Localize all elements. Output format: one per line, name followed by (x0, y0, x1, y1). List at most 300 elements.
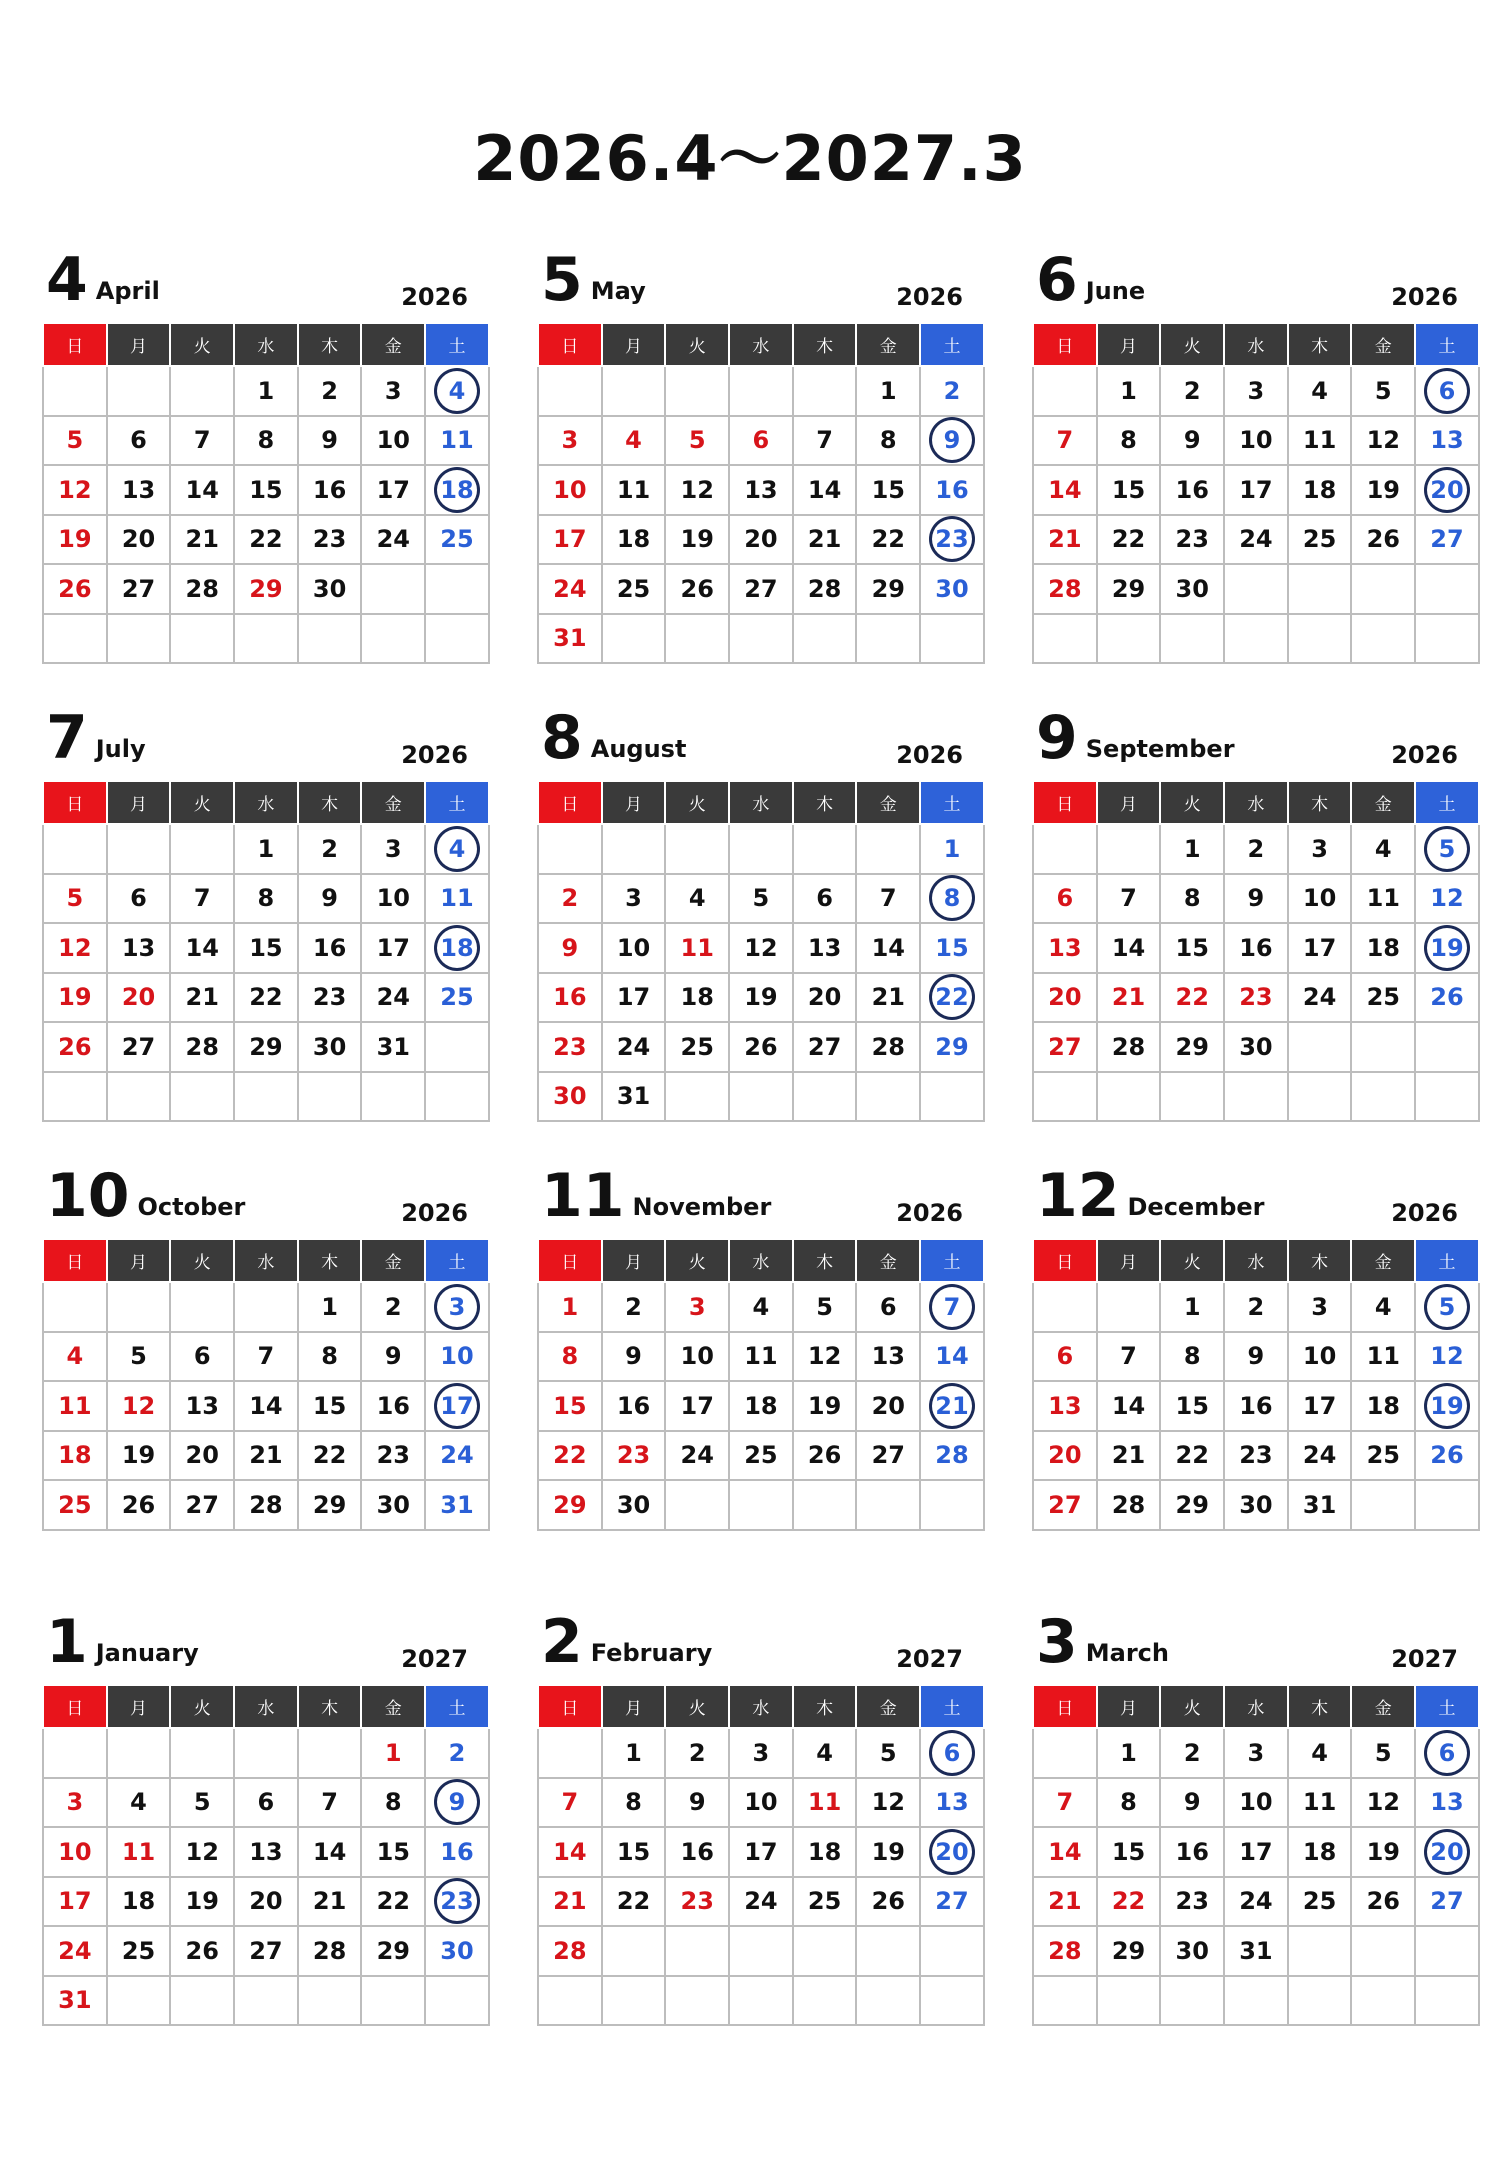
day-cell (665, 564, 729, 614)
month-number: 9 (1036, 703, 1078, 773)
week-row (538, 614, 984, 664)
day-cell (1224, 973, 1288, 1023)
day-number: 26 (744, 1032, 778, 1061)
day-cell (1351, 1778, 1415, 1828)
month-name: July (95, 735, 146, 763)
day-cell (920, 1022, 984, 1072)
day-cell (538, 1381, 602, 1431)
week-row (538, 1926, 984, 1976)
weekday-header: 土 (920, 1239, 984, 1282)
month-march (1032, 1607, 1464, 2026)
day-number: 8 (1120, 426, 1137, 455)
day-cell (107, 973, 171, 1023)
weekday-header: 火 (1160, 323, 1224, 366)
month-number: 8 (541, 703, 583, 773)
week-row (538, 824, 984, 874)
weekday-header: 金 (1351, 1685, 1415, 1728)
day-number: 28 (185, 1032, 219, 1061)
month-title (46, 1607, 199, 1677)
month-november (537, 1161, 969, 1531)
month-header (537, 1607, 969, 1684)
day-number: 27 (807, 1032, 842, 1061)
day-cell (1224, 366, 1288, 416)
day-number: 23 (1239, 983, 1273, 1012)
day-number: 11 (807, 1788, 842, 1817)
day-cell (538, 1282, 602, 1332)
day-number: 21 (807, 525, 842, 554)
day-cell (1351, 824, 1415, 874)
day-number: 3 (66, 1788, 84, 1817)
empty-cell (361, 564, 425, 614)
day-cell (665, 1877, 729, 1927)
day-cell (538, 1431, 602, 1481)
day-cell (425, 1282, 489, 1332)
day-cell (1160, 1926, 1224, 1976)
day-number: 14 (1048, 475, 1082, 504)
day-number: 21 (1048, 525, 1082, 554)
day-cell (1288, 1827, 1352, 1877)
month-header (537, 1161, 969, 1238)
month-year: 2026 (896, 1199, 963, 1227)
weekday-header: 金 (361, 781, 425, 824)
empty-cell (1033, 824, 1097, 874)
day-number: 24 (553, 574, 587, 603)
day-number: 24 (1302, 1441, 1337, 1470)
day-cell (170, 1827, 234, 1877)
day-cell (234, 1381, 298, 1431)
day-cell (1351, 1431, 1415, 1481)
month-number: 7 (46, 703, 88, 773)
day-cell (856, 416, 920, 466)
day-number: 28 (1048, 1936, 1082, 1965)
day-cell (425, 1332, 489, 1382)
day-number: 27 (121, 1032, 156, 1061)
empty-cell (425, 564, 489, 614)
month-table (1032, 1238, 1480, 1531)
day-cell (920, 1332, 984, 1382)
day-number: 16 (935, 475, 969, 504)
day-cell (856, 1827, 920, 1877)
day-number: 9 (561, 933, 579, 962)
day-cell (234, 973, 298, 1023)
day-cell (298, 1877, 362, 1927)
day-cell (1224, 1381, 1288, 1431)
day-number: 5 (1374, 1738, 1392, 1767)
day-number: 5 (130, 1342, 147, 1371)
day-cell (425, 1926, 489, 1976)
day-number: 24 (744, 1887, 778, 1916)
day-number: 17 (553, 525, 587, 554)
day-cell (234, 1431, 298, 1481)
empty-cell (107, 1728, 171, 1778)
week-row (1033, 1778, 1479, 1828)
day-cell (43, 515, 107, 565)
day-cell (425, 874, 489, 924)
day-number: 4 (1311, 376, 1328, 405)
week-row (1033, 824, 1479, 874)
day-number: 5 (1374, 376, 1392, 405)
day-cell (234, 1480, 298, 1530)
day-number: 11 (1366, 884, 1400, 913)
empty-cell (1351, 1072, 1415, 1122)
day-number: 11 (121, 1837, 156, 1866)
day-number: 21 (185, 983, 219, 1012)
week-row (538, 1381, 984, 1431)
day-cell (1224, 1827, 1288, 1877)
day-number: 12 (58, 933, 92, 962)
day-cell (170, 1480, 234, 1530)
empty-cell (1033, 1282, 1097, 1332)
weekday-header: 土 (1415, 1239, 1479, 1282)
weekday-header: 水 (234, 323, 298, 366)
day-number: 7 (321, 1788, 338, 1817)
weekday-header: 水 (729, 781, 793, 824)
empty-cell (1097, 824, 1161, 874)
day-cell (1033, 564, 1097, 614)
day-cell (1097, 1332, 1161, 1382)
weekday-header: 火 (170, 1239, 234, 1282)
weekday-header: 金 (1351, 323, 1415, 366)
weekday-header: 金 (1351, 781, 1415, 824)
month-october (42, 1161, 474, 1531)
day-cell (602, 564, 666, 614)
day-number: 4 (1374, 1292, 1392, 1321)
empty-cell (793, 824, 857, 874)
day-number: 23 (553, 1032, 587, 1061)
day-number: 4 (625, 426, 642, 455)
day-cell (298, 1827, 362, 1877)
week-row (43, 824, 489, 874)
week-row (1033, 1827, 1479, 1877)
day-number: 1 (1120, 1738, 1137, 1767)
empty-cell (1288, 1976, 1352, 2026)
day-number: 17 (376, 475, 410, 504)
day-number: 25 (744, 1441, 778, 1470)
empty-cell (1224, 564, 1288, 614)
month-title (1036, 1161, 1265, 1231)
week-row (1033, 1022, 1479, 1072)
day-number: 19 (807, 1391, 842, 1420)
empty-cell (729, 1072, 793, 1122)
week-row (1033, 1332, 1479, 1382)
weekday-header: 日 (538, 323, 602, 366)
day-number: 18 (58, 1441, 92, 1470)
day-number: 11 (616, 475, 651, 504)
day-number: 3 (561, 426, 579, 455)
day-cell (107, 416, 171, 466)
week-row (538, 1728, 984, 1778)
day-number: 14 (1048, 1837, 1082, 1866)
day-number: 2 (1183, 1738, 1201, 1767)
day-cell (1224, 1778, 1288, 1828)
week-row (538, 874, 984, 924)
empty-cell (729, 1926, 793, 1976)
empty-cell (1033, 1072, 1097, 1122)
day-number: 19 (744, 983, 778, 1012)
day-cell (538, 1072, 602, 1122)
day-cell (1097, 874, 1161, 924)
weekday-header: 木 (1288, 323, 1352, 366)
day-cell (856, 1431, 920, 1481)
day-number: 31 (376, 1032, 410, 1061)
day-cell (729, 416, 793, 466)
weekday-header: 木 (298, 1685, 362, 1728)
day-cell (665, 973, 729, 1023)
empty-cell (602, 614, 666, 664)
day-number: 1 (943, 834, 961, 863)
day-cell (1160, 1827, 1224, 1877)
week-row (43, 515, 489, 565)
empty-cell (920, 1926, 984, 1976)
day-cell (1033, 515, 1097, 565)
week-row (538, 973, 984, 1023)
day-cell (920, 874, 984, 924)
weekday-header: 火 (665, 1239, 729, 1282)
day-cell (1160, 1381, 1224, 1431)
weekday-header: 木 (1288, 1685, 1352, 1728)
month-year: 2026 (401, 283, 468, 311)
day-cell (538, 465, 602, 515)
month-name: September (1085, 735, 1235, 763)
weekday-header: 月 (602, 1239, 666, 1282)
empty-cell (920, 614, 984, 664)
day-number: 28 (935, 1441, 969, 1470)
day-cell (1415, 1282, 1479, 1332)
day-number: 17 (1302, 1391, 1337, 1420)
day-cell (298, 973, 362, 1023)
month-july (42, 703, 474, 1122)
day-cell (43, 1778, 107, 1828)
month-title (541, 1607, 713, 1677)
weekday-header: 土 (1415, 781, 1479, 824)
day-number: 26 (185, 1936, 219, 1965)
day-cell (234, 465, 298, 515)
day-cell (1224, 1332, 1288, 1382)
day-cell (920, 416, 984, 466)
day-cell (1351, 923, 1415, 973)
month-table (42, 322, 490, 664)
day-cell (920, 515, 984, 565)
empty-cell (1415, 1480, 1479, 1530)
week-row (43, 874, 489, 924)
empty-cell (793, 1072, 857, 1122)
day-number: 30 (553, 1082, 587, 1111)
day-number: 6 (257, 1788, 275, 1817)
day-number: 12 (807, 1342, 842, 1371)
empty-cell (920, 1480, 984, 1530)
day-number: 26 (1430, 983, 1464, 1012)
week-row (43, 1282, 489, 1332)
month-february (537, 1607, 969, 2026)
month-year: 2027 (401, 1645, 468, 1673)
day-number: 18 (437, 928, 477, 968)
day-number: 18 (1302, 1837, 1337, 1866)
week-row (43, 923, 489, 973)
day-number: 29 (553, 1490, 587, 1519)
week-row (538, 1778, 984, 1828)
day-number: 30 (1175, 574, 1209, 603)
month-number: 12 (1036, 1161, 1120, 1231)
month-number: 11 (541, 1161, 625, 1231)
day-cell (1160, 465, 1224, 515)
month-header (42, 1607, 474, 1684)
week-row (538, 1827, 984, 1877)
day-number: 20 (1048, 1441, 1082, 1470)
weekday-header: 火 (665, 781, 729, 824)
weekday-header: 金 (856, 1685, 920, 1728)
day-number: 12 (1366, 1788, 1400, 1817)
day-number: 2 (321, 376, 338, 405)
day-cell (107, 1381, 171, 1431)
day-cell (234, 416, 298, 466)
day-cell (1288, 1728, 1352, 1778)
day-number: 8 (257, 426, 275, 455)
day-number: 15 (1175, 1391, 1209, 1420)
day-number: 9 (1247, 884, 1265, 913)
day-cell (1415, 416, 1479, 466)
day-cell (1224, 1282, 1288, 1332)
day-number: 25 (121, 1936, 156, 1965)
day-number: 8 (257, 884, 275, 913)
day-cell (234, 1778, 298, 1828)
day-cell (425, 973, 489, 1023)
day-cell (1351, 1332, 1415, 1382)
day-number: 14 (935, 1342, 969, 1371)
day-cell (729, 1381, 793, 1431)
day-cell (665, 1381, 729, 1431)
day-number: 26 (1366, 525, 1400, 554)
day-cell (1288, 824, 1352, 874)
day-number: 15 (553, 1391, 587, 1420)
empty-cell (1351, 1976, 1415, 2026)
day-number: 22 (616, 1887, 651, 1916)
day-cell (361, 973, 425, 1023)
day-number: 12 (871, 1788, 905, 1817)
week-row (538, 1022, 984, 1072)
day-number: 14 (871, 933, 905, 962)
empty-cell (43, 824, 107, 874)
month-title (46, 703, 146, 773)
empty-cell (602, 824, 666, 874)
day-cell (1415, 874, 1479, 924)
day-cell (298, 923, 362, 973)
day-number: 2 (448, 1738, 466, 1767)
day-number: 23 (312, 525, 347, 554)
day-number: 29 (1111, 1936, 1146, 1965)
day-cell (170, 874, 234, 924)
empty-cell (170, 1728, 234, 1778)
day-cell (1415, 366, 1479, 416)
day-cell (729, 1827, 793, 1877)
day-number: 2 (321, 834, 338, 863)
day-number: 2 (688, 1738, 706, 1767)
day-number: 19 (1366, 475, 1400, 504)
weekday-header: 土 (1415, 323, 1479, 366)
day-number: 22 (1111, 1887, 1146, 1916)
empty-cell (1288, 1072, 1352, 1122)
day-number: 15 (1175, 933, 1209, 962)
day-cell (793, 1381, 857, 1431)
day-cell (107, 1480, 171, 1530)
day-number: 16 (312, 475, 347, 504)
day-number: 15 (871, 475, 905, 504)
day-cell (602, 465, 666, 515)
day-cell (665, 1022, 729, 1072)
day-number: 6 (816, 884, 833, 913)
day-number: 18 (616, 525, 651, 554)
empty-cell (793, 614, 857, 664)
day-cell (856, 1022, 920, 1072)
day-number: 7 (257, 1342, 275, 1371)
weekday-header: 日 (43, 1685, 107, 1728)
day-number: 16 (1239, 1391, 1273, 1420)
weekday-header: 月 (107, 781, 171, 824)
day-number: 25 (440, 525, 474, 554)
month-number: 1 (46, 1607, 88, 1677)
day-cell (298, 1480, 362, 1530)
day-number: 18 (1366, 1391, 1400, 1420)
empty-cell (170, 1072, 234, 1122)
day-number: 2 (625, 1292, 642, 1321)
day-number: 9 (1183, 1788, 1201, 1817)
empty-cell (1097, 614, 1161, 664)
day-number: 13 (871, 1342, 905, 1371)
week-row (1033, 1728, 1479, 1778)
day-cell (43, 1877, 107, 1927)
weekday-header: 日 (1033, 1685, 1097, 1728)
day-number: 5 (193, 1788, 211, 1817)
day-number: 7 (1120, 884, 1137, 913)
day-number: 16 (312, 933, 347, 962)
day-number: 13 (744, 475, 778, 504)
week-row (538, 923, 984, 973)
day-cell (298, 1022, 362, 1072)
day-number: 3 (688, 1292, 706, 1321)
day-number: 24 (376, 983, 410, 1012)
day-number: 11 (58, 1391, 92, 1420)
day-cell (1351, 416, 1415, 466)
day-number: 16 (440, 1837, 474, 1866)
day-number: 26 (1366, 1887, 1400, 1916)
day-cell (1224, 874, 1288, 924)
empty-cell (1351, 564, 1415, 614)
month-name: March (1085, 1639, 1169, 1667)
day-number: 4 (1311, 1738, 1328, 1767)
day-number: 28 (185, 574, 219, 603)
day-cell (602, 973, 666, 1023)
empty-cell (43, 1282, 107, 1332)
day-cell (298, 1332, 362, 1382)
day-cell (602, 1072, 666, 1122)
day-cell (538, 1926, 602, 1976)
day-number: 19 (680, 525, 714, 554)
weekday-header-row (43, 781, 489, 824)
day-number: 1 (879, 376, 897, 405)
empty-cell (234, 1072, 298, 1122)
day-number: 8 (561, 1342, 579, 1371)
month-name: November (632, 1193, 772, 1221)
day-cell (602, 1728, 666, 1778)
weekday-header: 金 (361, 1239, 425, 1282)
day-number: 16 (680, 1837, 714, 1866)
day-cell (1097, 1022, 1161, 1072)
day-number: 28 (553, 1936, 587, 1965)
day-number: 20 (185, 1441, 219, 1470)
week-row (43, 1827, 489, 1877)
day-number: 24 (680, 1441, 714, 1470)
day-cell (170, 923, 234, 973)
day-cell (920, 1431, 984, 1481)
